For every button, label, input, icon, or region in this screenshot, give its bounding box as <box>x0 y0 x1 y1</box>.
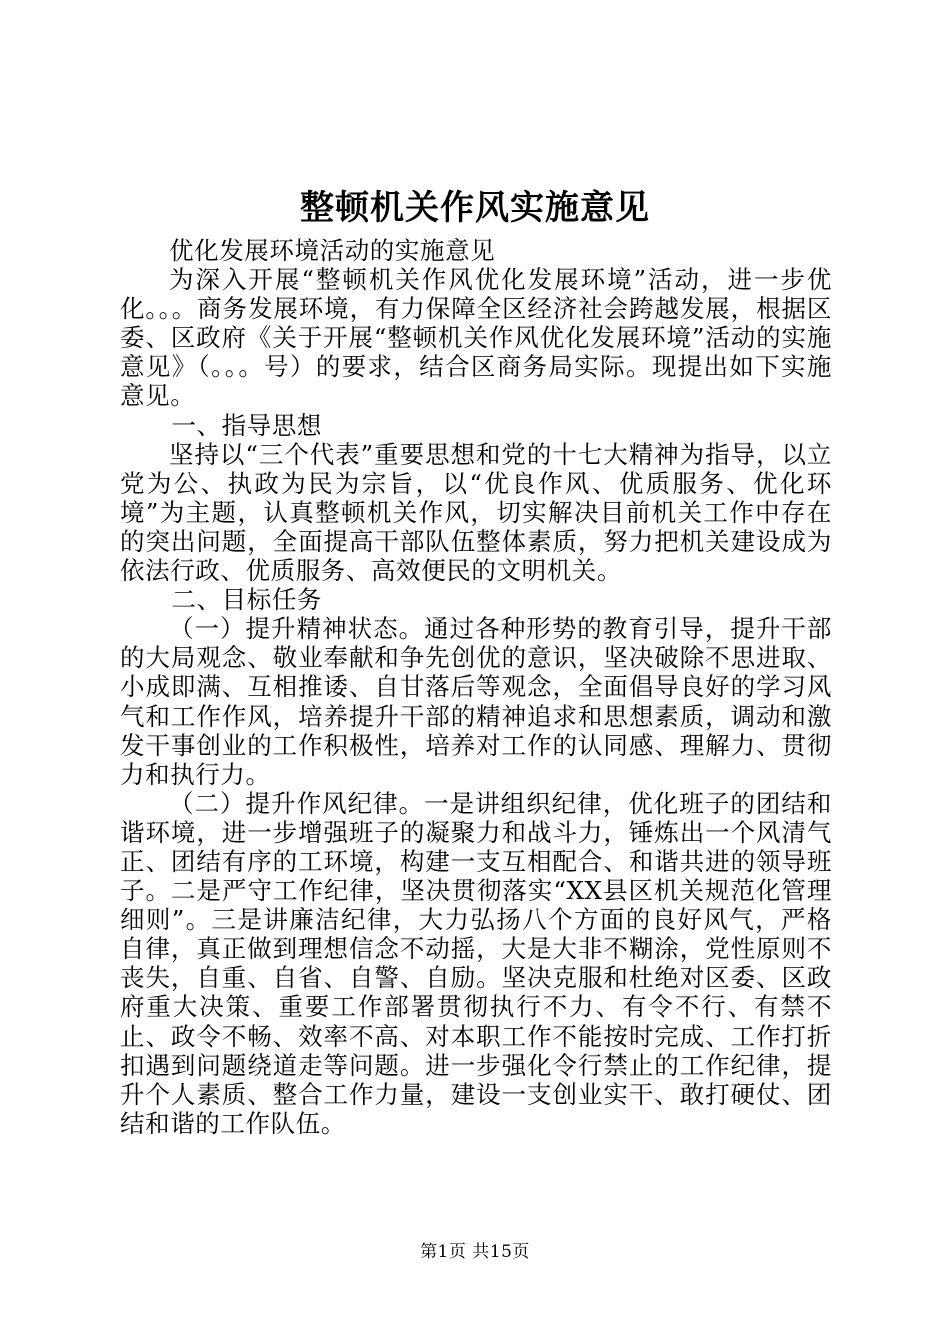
intro-paragraph: 为深入开展“整顿机关作风优化发展环境”活动，进一步优化。。。商务发展环境，有力保障全区经济社会跨越发展，根据区委、区政府《关于开展“整顿机关作风优化发展环境”活动的实施意见》（。。。号）的要求，结合区商务局实际。现提出如下实施意见。 <box>120 265 832 411</box>
document-body <box>120 236 832 1138</box>
section-heading-goals: 二、目标任务 <box>171 585 323 615</box>
page-number-footer: 第1页 共15页 <box>420 1242 530 1262</box>
document-title: 整顿机关作风实施意见 <box>300 188 650 228</box>
goal-item-2-paragraph: （二）提升作风纪律。一是讲组织纪律，优化班子的团结和谐环境，进一步增强班子的凝聚力和战斗力，锤炼出一个风清气正、团结有序的工环境，构建一支互相配合、和谐共进的领导班子。二是严守工作纪律，坚决贯彻落实“XX县区机关规范化管理细则”。三是讲廉洁纪律，大力弘扬八个方面的良好风气，严格自律，真正做到理想信念不动摇，大是大非不糊涂，党性原则不丧失，自重、自省、自警、自励。坚决克服和杜绝对区委、区政府重大决策、重要工作部署贯彻执行不力、有令不行、有禁不止、政令不畅、效率不高、对本职工作不能按时完成、工作打折扣遇到问题绕道走等问题。进一步强化令行禁止的工作纪律，提升个人素质、整合工作力量，建设一支创业实干、敢打硬仗、团结和谐的工作队伍。 <box>120 788 832 1138</box>
guiding-thought-paragraph: 坚持以“三个代表”重要思想和党的十七大精神为指导，以立党为公、执政为民为宗旨，以“优良作风、优质服务、优化环境”为主题，认真整顿机关作风，切实解决目前机关工作中存在的突出问题，全面提高干部队伍整体素质，努力把机关建设成为依法行政、优质服务、高效便民的文明机关。 <box>120 439 832 586</box>
subtitle-paragraph: 优化发展环境活动的实施意见 <box>169 236 496 265</box>
goal-item-1-paragraph: （一）提升精神状态。通过各种形势的教育引导，提升干部的大局观念、敬业奉献和争先创优的意识，坚决破除不思进取、小成即满、互相推诿、自甘落后等观念，全面倡导良好的学习风气和工作作风，培养提升干部的精神追求和思想素质，调动和激发干事创业的工作积极性，培养对工作的认同感、理解力、贯彻力和执行力。 <box>120 614 832 789</box>
section-heading-guiding-thought: 一、指导思想 <box>171 410 323 440</box>
